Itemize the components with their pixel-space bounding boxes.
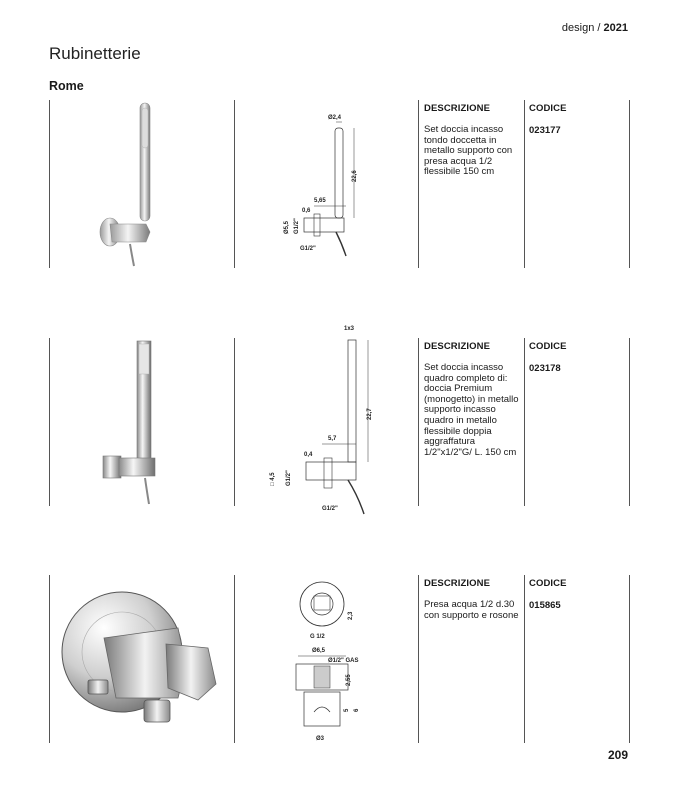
dim-label: 22,6 xyxy=(352,170,358,182)
dim-label: 1x3 xyxy=(344,326,355,332)
divider xyxy=(234,100,235,268)
dim-label: G1/2" xyxy=(294,218,300,234)
product-code: 015865 xyxy=(529,600,561,611)
divider xyxy=(418,338,419,506)
dim-label: Ø5,5 xyxy=(284,220,290,234)
product-code: 023177 xyxy=(529,125,561,136)
model-name: Rome xyxy=(49,79,84,93)
technical-drawing-1 xyxy=(270,110,390,260)
dim-label: G 1/2 xyxy=(310,634,325,640)
page-header xyxy=(562,22,628,34)
divider xyxy=(524,338,525,506)
product-description: Set doccia incasso tondo doccetta in metallo supporto con presa acqua 1/2 flessibile 150 cm xyxy=(424,124,513,178)
divider xyxy=(418,575,419,743)
divider xyxy=(629,338,630,506)
code-header: CODICE xyxy=(529,103,567,114)
dim-label: Ø1/2" GAS xyxy=(328,658,359,664)
description-header: DESCRIZIONE xyxy=(424,103,491,114)
technical-drawing-3 xyxy=(286,580,376,746)
description-header: DESCRIZIONE xyxy=(424,578,491,589)
brand-label: design / xyxy=(561,22,604,34)
code-header: CODICE xyxy=(529,578,567,589)
divider xyxy=(524,100,525,268)
dim-label: Ø3 xyxy=(316,736,325,742)
product-image-square-shower xyxy=(95,338,175,506)
divider xyxy=(234,575,235,743)
divider xyxy=(49,100,50,268)
dim-label: 2,3 xyxy=(348,611,354,620)
divider xyxy=(49,575,50,743)
dim-label: G1/2" xyxy=(286,470,292,486)
dim-label: 22,7 xyxy=(367,408,373,420)
technical-drawing-2 xyxy=(268,322,388,518)
product-image-round-shower xyxy=(90,100,170,268)
product-image-wall-outlet xyxy=(58,588,228,733)
divider xyxy=(629,100,630,268)
section-title: Rubinetterie xyxy=(49,44,141,63)
divider xyxy=(524,575,525,743)
product-description: Presa acqua 1/2 d.30 con supporto e rosone xyxy=(424,599,519,621)
dim-label: 5,7 xyxy=(328,436,337,442)
product-description: Set doccia incasso quadro completo di: doccia Premium (monogetto) in metallo supporto incasso quadro in metallo flessibile doppia aggraffatura 1/2"x1/2"G/ L. 150 cm xyxy=(424,362,519,458)
divider xyxy=(234,338,235,506)
product-code: 023178 xyxy=(529,363,561,374)
dim-label: 5 xyxy=(344,708,350,712)
dim-label: G1/2" xyxy=(322,506,338,512)
divider xyxy=(49,338,50,506)
dim-label: G1/2" xyxy=(300,246,316,252)
dim-label: □ 4,5 xyxy=(270,472,276,486)
dim-label: Ø6,5 xyxy=(312,648,326,654)
dim-label: 5,65 xyxy=(314,198,326,204)
description-header: DESCRIZIONE xyxy=(424,341,491,352)
year-label: 2021 xyxy=(603,22,628,34)
dim-label: 2,55 xyxy=(346,674,352,686)
dim-label: 0,6 xyxy=(302,208,311,214)
dim-label: 6 xyxy=(354,708,360,712)
dim-label: Ø2,4 xyxy=(328,115,342,121)
code-header: CODICE xyxy=(529,341,567,352)
divider xyxy=(629,575,630,743)
page-number: 209 xyxy=(607,748,628,762)
dim-label: 0,4 xyxy=(304,452,313,458)
divider xyxy=(418,100,419,268)
